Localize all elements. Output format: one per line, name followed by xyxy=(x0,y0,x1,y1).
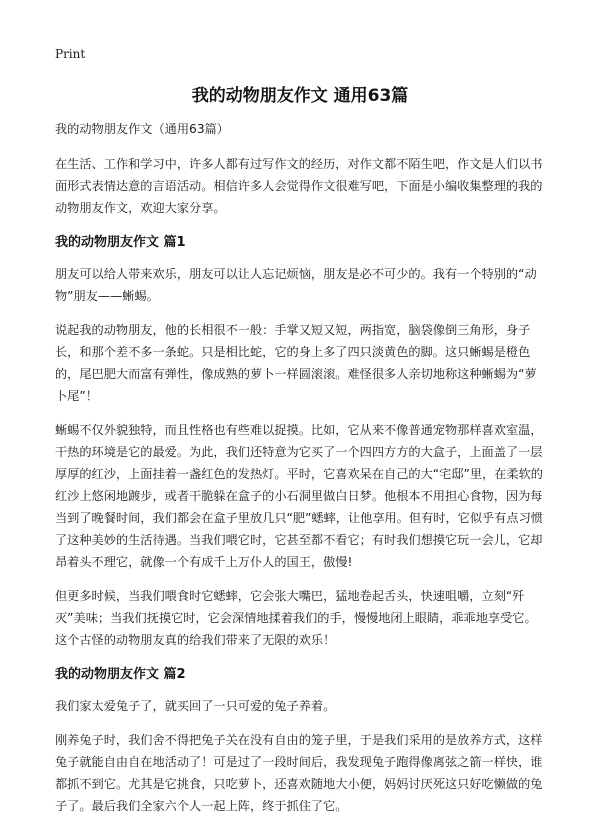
paragraph: 朋友可以给人带来欢乐，朋友可以让人忘记烦恼，朋友是必不可少的。我有一个特别的“动物”朋友——蜥蜴。 xyxy=(55,267,537,303)
paragraph: 但更多时候，当我们喂食时它蟋蟀，它会张大嘴巴，猛地卷起舌头，快速咀嚼，立刻“歼灭”美味；当我们抚摸它时，它会深情地揉着我们的手，慢慢地闭上眼睛，乖乖地享受它。这个古怪的动物朋友真的给我们带来了无限的欢乐！ xyxy=(55,589,537,647)
paragraph: 蜥蜴不仅外貌独特，而且性格也有些难以捉摸。比如，它从来不像普通宠物那样喜欢室温，干热的环境是它的最爱。为此，我们还特意为它买了一个四四方方的大盒子，上面盖了一层厚厚的红沙，上面挂着一盏红色的发热灯。平时，它喜欢呆在自己的大“宅邸”里，在柔软的 红沙上悠闲地踱步，或者干脆躲在盒子的小石洞里做白日梦。他根本不用担心食物，因为每当到了晚餐时间，我们都会在盒子里放几只“肥”蟋蟀，让他享用。但有时，它似乎有点习惯了这种美妙的生活待遇。当我们喂它时，它甚至都不看它；有时我们想摸它玩一会儿，它却昂着头不理它，就像一个有成千上万仆人的国王，傲慢! xyxy=(55,423,543,569)
intro-paragraph: 在生活、工作和学习中，许多人都有过写作文的经历，对作文都不陌生吧，作文是人们以书面形式表情达意的言语活动。相信许多人会觉得作文很难写吧，下面是小编收集整理的我的动物朋友作文，欢迎大家分享。 xyxy=(55,157,543,215)
paragraph: 刚养兔子时，我们舍不得把兔子关在没有自由的笼子里，于是我们采用的是放养方式，这样兔子就能自由自在地活动了！可是过了一段时间后，我发现兔子跑得像离弦之箭一样快，谁都抓不到它。尤其是它挑食，只吃萝卜，还喜欢随地大小便，妈妈讨厌死这只好吃懒做的兔子了。最后我们全家六个人一起上阵，终于抓住了它。 xyxy=(55,733,543,813)
section-heading-1: 我的动物朋友作文 篇1 xyxy=(55,235,186,250)
print-link[interactable]: Print xyxy=(55,47,86,61)
paragraph: 说起我的动物朋友，他的长相很不一般：手掌又短又短，两指宽，脑袋像倒三角形，身子长，和那个差不多一条蛇。只是相比蛇，它的身上多了四只淡黄色的脚。这只蜥蜴是橙色的，尾巴肥大而富有弹性，像成熟的萝卜一样圆滚滚。难怪很多人亲切地称这种蜥蜴为“萝卜尾”！ xyxy=(55,323,537,403)
article-subtitle: 我的动物朋友作文（通用63篇） xyxy=(55,122,229,136)
page-title: 我的动物朋友作文 通用63篇 xyxy=(191,86,409,106)
article-body xyxy=(55,118,547,829)
paragraph: 我们家太爱兔子了，就买回了一只可爱的兔子养着。 xyxy=(55,699,336,713)
section-heading-2: 我的动物朋友作文 篇2 xyxy=(55,667,186,682)
